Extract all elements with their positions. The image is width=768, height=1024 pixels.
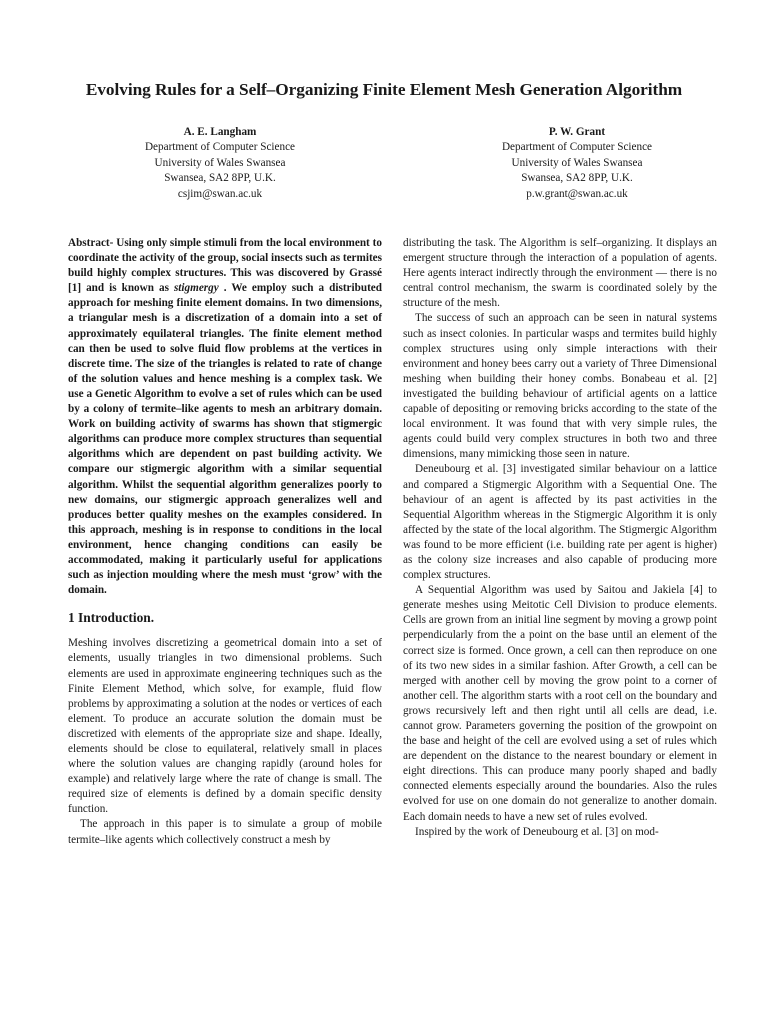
abstract-term: stigmergy [173, 282, 219, 295]
abstract-text: Abstract- Using only simple stimuli from the local environment to coordinate the activity of the group, social insects such as termites build highly complex structures. This was discovered by Grassé [1] and is known as [68, 237, 382, 295]
author-name: P. W. Grant [548, 126, 606, 138]
paragraph: Deneubourg et al. [3] investigated similar behaviour on a lattice and compared a Stigmergic Algorithm with a Sequential One. The behaviour of an agent is affected by its past activities in the Sequential Algorithm whereas in the Stigmergic Algorithm it is only affected by the state of the local algorithm. The Stigmergic Algorithm was found to be more efficient (i.e. building rate per agent is higher) as the colony size increases and also capable of producing more complex structures. [403, 463, 717, 582]
section-heading: 1 Introduction. [68, 610, 155, 626]
abstract-text: . We employ such a distributed approach for meshing finite element domains. In two dimensions, a triangular mesh is a discretization of a domain into a set of approximately equilateral triangles. The finite element method can then be used to solve fluid flow problems at the vertices in discrete time. The size of the triangles is related to rate of change of the solution values and hence meshing is a complex task. We use a Genetic Algorithm to evolve a set of rules which can be used by a colony of termite–like agents to mesh an arbitrary domain. Work on building activity of swarms has shown that stigmergic algorithms can produce more complex structures than sequential algorithms which are dependent on past building activity. We compare our stigmergic algorithm with a similar sequential algorithm. Whilst the sequential algorithm generalizes poorly to new domains, our stigmergic approach generalizes well and produces better quality meshes on the examples considered. In this approach, meshing is in response to conditions in the local environment, hence changing conditions can easily be accommodated, making it particularly useful for applications such as injection moulding where the mesh must ‘grow’ with the domain. [68, 282, 382, 597]
left-column [68, 236, 382, 848]
author-address: Swansea, SA2 8PP, U.K. [164, 172, 276, 185]
paragraph: Meshing involves discretizing a geometrical domain into a set of elements, usually triangles in two dimensional problems. Such elements are used in approximate engineering techniques such as the Finite Element Method, which solve, for example, fluid flow problems by approximating a solution at the nodes or vertices of each element. To produce an accurate solution the domain must be discretized with elements of the appropriate size and shape. Ideally, elements should be close to equilateral, relatively small in places where the solution values are changing rapidly (around holes for example) and relatively large where the rate of change is small. The required size of elements is defined by a domain specific density function. [68, 637, 382, 816]
author-address: Swansea, SA2 8PP, U.K. [521, 172, 633, 185]
author-univ: University of Wales Swansea [154, 156, 286, 169]
author-block-1 [95, 125, 345, 202]
paragraph: distributing the task. The Algorithm is self–organizing. It displays an emergent structure through the interaction of a population of agents. Here agents interact indirectly through the environment — there is no central control mechanism, the swarm is coordinated solely by the structure of the mesh. [403, 237, 717, 310]
author-block-2 [452, 125, 702, 202]
right-column [403, 236, 717, 840]
author-dept: Department of Computer Science [501, 141, 653, 154]
abstract [68, 236, 382, 598]
author-dept: Department of Computer Science [144, 141, 296, 154]
author-email: p.w.grant@swan.ac.uk [526, 187, 628, 200]
paragraph: A Sequential Algorithm was used by Saitou and Jakiela [4] to generate meshes using Meitotic Cell Division to produce elements. Cells are grown from an initial line segment by moving a growp point perpendicularly from the a point on the base until an element of the correct size is formed. Once grown, a cell can then reproduce on one of its two new sides in a similar fashion. After Growth, a cell can be merged with another cell by moving the grow point to a corner of another cell. The algorithm starts with a root cell on the boundary and grows recursively left and then right until all cells are dead, i.e. cannot grow. Parameters governing the position of the growpoint on the base and height of the cell are evolved using a set of rules which are dependent on the distance to the nearest boundary or element in eight directions. This can produce many poorly shaped and badly connected elements especially around the boundaries. Also the rules evolved for use on one domain do not generalize to another domain. Each domain needs to have a new set of rules evolved. [403, 584, 717, 823]
author-univ: University of Wales Swansea [511, 156, 643, 169]
paragraph: The approach in this paper is to simulate a group of mobile termite–like agents which collectively construct a mesh by [68, 818, 382, 846]
paragraph: The success of such an approach can be seen in natural systems such as insect colonies. In particular wasps and termites build highly complex structures using only simple interactions with their environment and honey bees carry out a variety of Three Dimensional meshing when building their honey combs. Bonabeau et al. [2] investigated the building behaviour of artificial agents on a lattice capable of depositing or removing bricks according to the state of the local environment. It was found that with very simple rules, the agents could build very complex structures in both two and three dimensions, many mimicking those seen in nature. [403, 312, 717, 461]
author-email: csjim@swan.ac.uk [177, 187, 263, 200]
paragraph: Inspired by the work of Deneubourg et al. [3] on mod- [415, 825, 659, 838]
author-name: A. E. Langham [183, 126, 257, 138]
paper-title: Evolving Rules for a Self–Organizing Finite Element Mesh Generation Algorithm [85, 80, 683, 99]
